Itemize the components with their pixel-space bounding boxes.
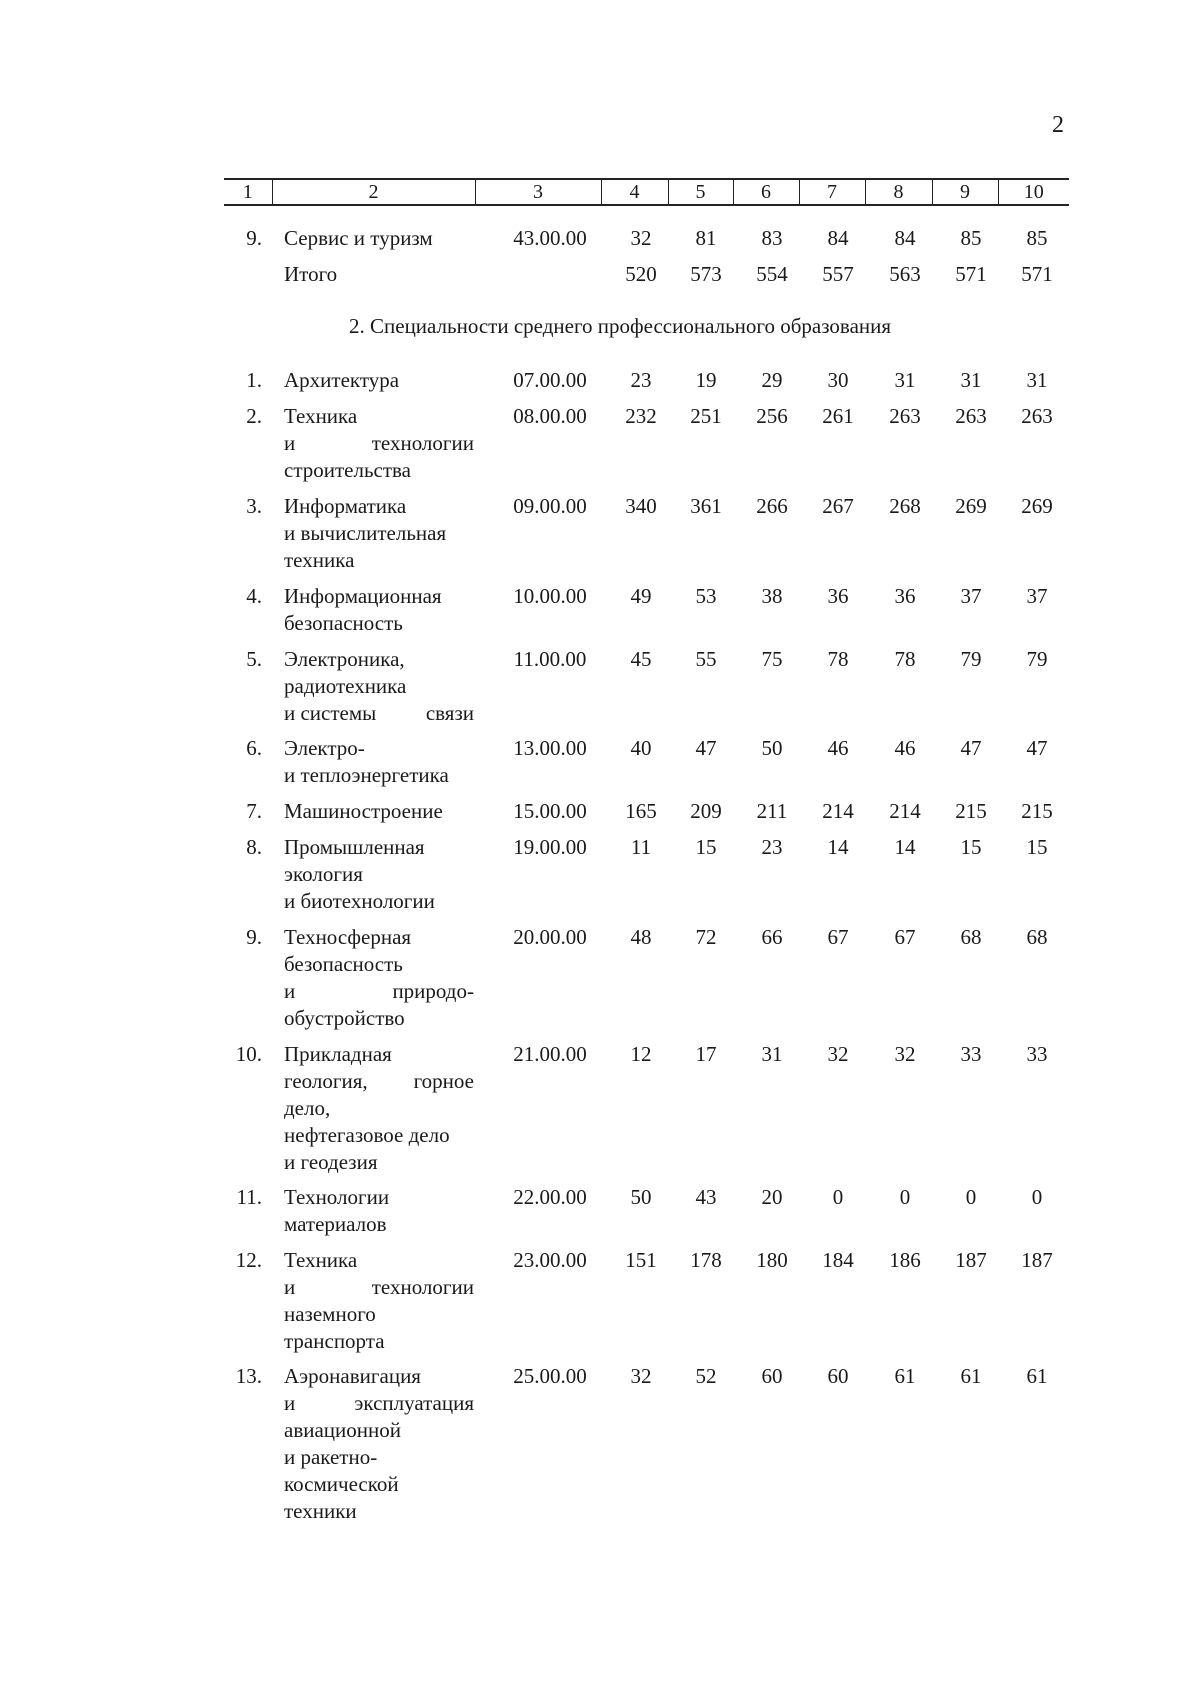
row-code: 07.00.00: [513, 368, 587, 392]
row-name-line: Машиностроение: [284, 799, 443, 823]
row-number: 7.: [246, 799, 262, 823]
row-value: 180: [756, 1248, 788, 1272]
row-value: 15: [695, 835, 717, 859]
row-value: 33: [960, 1042, 982, 1066]
header-col-1: 1: [224, 179, 272, 205]
row-name-line: Промышленная: [284, 835, 425, 859]
row-value: 269: [955, 494, 987, 518]
row-number: 9.: [246, 226, 262, 250]
row-value: 84: [894, 226, 916, 250]
row-value: 267: [822, 494, 854, 518]
row-value: 31: [761, 1042, 783, 1066]
row-value: 573: [690, 262, 722, 286]
row-value: 0: [1031, 1185, 1043, 1209]
row-value: 67: [894, 925, 916, 949]
row-value: 50: [630, 1185, 652, 1209]
row-value: 19: [695, 368, 717, 392]
row-name: [284, 367, 474, 394]
row-name-line: безопасность: [284, 952, 403, 976]
row-name-line: строительства: [284, 458, 412, 482]
row-code: 23.00.00: [513, 1248, 587, 1272]
row-value: 66: [761, 925, 783, 949]
row-name: [284, 403, 474, 484]
row-value: 32: [630, 226, 652, 250]
row-value: 49: [630, 584, 652, 608]
row-value: 37: [960, 584, 982, 608]
row-value: 36: [894, 584, 916, 608]
row-value: 61: [894, 1364, 916, 1388]
row-value: 554: [756, 262, 788, 286]
row-value: 361: [690, 494, 722, 518]
row-value: 268: [889, 494, 921, 518]
row-name-line: техники: [284, 1499, 357, 1523]
row-name-line: техника: [284, 548, 355, 572]
row-name-line: и геодезия: [284, 1150, 378, 1174]
row-name-line: Техника: [284, 404, 358, 428]
row-name: [284, 1041, 474, 1176]
row-name-line: дело,: [284, 1096, 331, 1120]
row-value: 84: [827, 226, 849, 250]
row-number: 12.: [235, 1248, 262, 1272]
row-name: [284, 493, 474, 574]
header-col-5: 5: [668, 179, 733, 205]
row-value: 79: [1026, 647, 1048, 671]
row-name-line: и биотехнологии: [284, 889, 435, 913]
row-name-line: и технологии: [284, 1275, 474, 1299]
row-value: 165: [625, 799, 657, 823]
row-name-line: и ракетно-: [284, 1445, 378, 1469]
row-name-line: Архитектура: [284, 368, 400, 392]
row-code: 11.00.00: [513, 647, 587, 671]
page-number: 2: [1052, 112, 1064, 138]
row-value: 83: [761, 226, 783, 250]
row-number: 3.: [246, 494, 262, 518]
row-value: 178: [690, 1248, 722, 1272]
row-value: 67: [827, 925, 849, 949]
row-value: 14: [894, 835, 916, 859]
row-value: 61: [960, 1364, 982, 1388]
row-value: 20: [761, 1185, 783, 1209]
row-value: 12: [630, 1042, 652, 1066]
row-name-line: транспорта: [284, 1329, 385, 1353]
row-name-line: и теплоэнергетика: [284, 763, 449, 787]
row-name-line: радиотехника: [284, 674, 407, 698]
row-value: 0: [832, 1185, 844, 1209]
row-name-line: космической: [284, 1472, 399, 1496]
row-value: 563: [889, 262, 921, 286]
row-number: 5.: [246, 647, 262, 671]
row-value: 187: [955, 1248, 987, 1272]
row-value: 215: [955, 799, 987, 823]
row-code: 20.00.00: [513, 925, 587, 949]
row-value: 256: [756, 404, 788, 428]
row-value: 215: [1021, 799, 1053, 823]
row-value: 30: [827, 368, 849, 392]
row-code: 15.00.00: [513, 799, 587, 823]
row-value: 55: [695, 647, 717, 671]
section-title: 2. Специальности среднего профессионального образования: [349, 314, 892, 338]
row-code: 43.00.00: [513, 226, 587, 250]
row-name-line: нефтегазовое дело: [284, 1123, 450, 1147]
row-name-line: Техносферная: [284, 925, 412, 949]
row-value: 36: [827, 584, 849, 608]
row-value: 214: [889, 799, 921, 823]
row-name-line: Электроника,: [284, 647, 405, 671]
row-value: 11: [630, 835, 652, 859]
row-number: 11.: [236, 1185, 262, 1209]
table-header: [224, 178, 1069, 206]
row-name-line: геология, горное: [284, 1069, 474, 1093]
row-code: 22.00.00: [513, 1185, 587, 1209]
row-number: 4.: [246, 584, 262, 608]
row-value: 187: [1021, 1248, 1053, 1272]
row-value: 211: [756, 799, 788, 823]
row-name-line: Информационная: [284, 584, 442, 608]
row-value: 46: [894, 736, 916, 760]
row-value: 45: [630, 647, 652, 671]
row-code: 25.00.00: [513, 1364, 587, 1388]
row-value: 33: [1026, 1042, 1048, 1066]
row-value: 17: [695, 1042, 717, 1066]
row-name-line: и эксплуатация: [284, 1391, 474, 1415]
row-number: 13.: [235, 1364, 262, 1388]
row-code: 21.00.00: [513, 1042, 587, 1066]
row-value: 75: [761, 647, 783, 671]
row-value: 15: [1026, 835, 1048, 859]
row-value: 46: [827, 736, 849, 760]
row-name: [284, 1363, 474, 1525]
header-col-9: 9: [932, 179, 998, 205]
row-value: 29: [761, 368, 783, 392]
row-value: 232: [625, 404, 657, 428]
row-name: [284, 646, 474, 727]
row-name-line: и технологии: [284, 431, 474, 455]
row-name-line: Техника: [284, 1248, 358, 1272]
row-value: 61: [1026, 1364, 1048, 1388]
row-value: 0: [965, 1185, 977, 1209]
row-value: 571: [955, 262, 987, 286]
row-value: 266: [756, 494, 788, 518]
row-value: 32: [827, 1042, 849, 1066]
row-number: 1.: [246, 368, 262, 392]
row-name: [284, 735, 474, 789]
row-number: 2.: [246, 404, 262, 428]
row-value: 261: [822, 404, 854, 428]
header-col-4: 4: [601, 179, 668, 205]
row-name-line: экология: [284, 862, 363, 886]
row-name-line: и вычислительная: [284, 521, 447, 545]
row-value: 23: [761, 835, 783, 859]
row-value: 60: [761, 1364, 783, 1388]
row-value: 557: [822, 262, 854, 286]
row-value: 31: [960, 368, 982, 392]
row-value: 47: [960, 736, 982, 760]
row-value: 340: [625, 494, 657, 518]
row-name: [284, 583, 474, 637]
row-value: 209: [690, 799, 722, 823]
row-value: 31: [1026, 368, 1048, 392]
header-col-10: 10: [998, 179, 1069, 205]
row-value: 85: [1026, 226, 1048, 250]
row-value: 38: [761, 584, 783, 608]
row-value: 151: [625, 1248, 657, 1272]
row-value: 72: [695, 925, 717, 949]
row-value: 14: [827, 835, 849, 859]
row-value: 48: [630, 925, 652, 949]
row-value: 186: [889, 1248, 921, 1272]
row-code: 10.00.00: [513, 584, 587, 608]
row-value: 31: [894, 368, 916, 392]
row-name: [284, 798, 474, 825]
row-value: 47: [695, 736, 717, 760]
row-value: 184: [822, 1248, 854, 1272]
row-value: 32: [630, 1364, 652, 1388]
header-col-7: 7: [799, 179, 865, 205]
row-value: 263: [1021, 404, 1053, 428]
row-value: 43: [695, 1185, 717, 1209]
row-value: 47: [1026, 736, 1048, 760]
row-value: 85: [960, 226, 982, 250]
row-value: 52: [695, 1364, 717, 1388]
row-value: 263: [889, 404, 921, 428]
row-name-line: Аэронавигация: [284, 1364, 421, 1388]
row-name-line: Прикладная: [284, 1042, 392, 1066]
row-name: [284, 1184, 474, 1238]
row-value: 32: [894, 1042, 916, 1066]
row-code: 13.00.00: [513, 736, 587, 760]
row-name-line: безопасность: [284, 611, 403, 635]
row-value: 520: [625, 262, 657, 286]
row-name-line: и системы связи: [284, 701, 474, 725]
row-value: 37: [1026, 584, 1048, 608]
row-name: [284, 924, 474, 1032]
row-code: 08.00.00: [513, 404, 587, 428]
row-value: 269: [1021, 494, 1053, 518]
row-value: 68: [1026, 925, 1048, 949]
row-value: 214: [822, 799, 854, 823]
row-value: 60: [827, 1364, 849, 1388]
row-value: 40: [630, 736, 652, 760]
row-number: 10.: [235, 1042, 262, 1066]
row-name-line: обустройство: [284, 1006, 405, 1030]
header-col-3: 3: [475, 179, 601, 205]
row-name-line: Информатика: [284, 494, 407, 518]
row-name-line: и природо-: [284, 979, 474, 1003]
row-value: 23: [630, 368, 652, 392]
row-value: 0: [899, 1185, 911, 1209]
row-number: 8.: [246, 835, 262, 859]
row-value: 78: [827, 647, 849, 671]
row-code: 19.00.00: [513, 835, 587, 859]
row-value: 79: [960, 647, 982, 671]
header-col-8: 8: [865, 179, 932, 205]
header-col-6: 6: [733, 179, 799, 205]
row-name-line: Технологии: [284, 1185, 390, 1209]
row-number: 6.: [246, 736, 262, 760]
header-col-2: 2: [272, 179, 475, 205]
row-number: 9.: [246, 925, 262, 949]
row-value: 251: [690, 404, 722, 428]
row-value: 571: [1021, 262, 1053, 286]
row-name-line: Электро-: [284, 736, 365, 760]
row-value: 50: [761, 736, 783, 760]
row-name-line: материалов: [284, 1212, 387, 1236]
row-value: 68: [960, 925, 982, 949]
row-value: 78: [894, 647, 916, 671]
row-value: 15: [960, 835, 982, 859]
row-name: [284, 1247, 474, 1355]
row-name-line: наземного: [284, 1302, 376, 1326]
row-value: 263: [955, 404, 987, 428]
row-name-line: авиационной: [284, 1418, 401, 1442]
row-value: 81: [695, 226, 717, 250]
row-value: 53: [695, 584, 717, 608]
row-name: [284, 834, 474, 915]
row-code: 09.00.00: [513, 494, 587, 518]
